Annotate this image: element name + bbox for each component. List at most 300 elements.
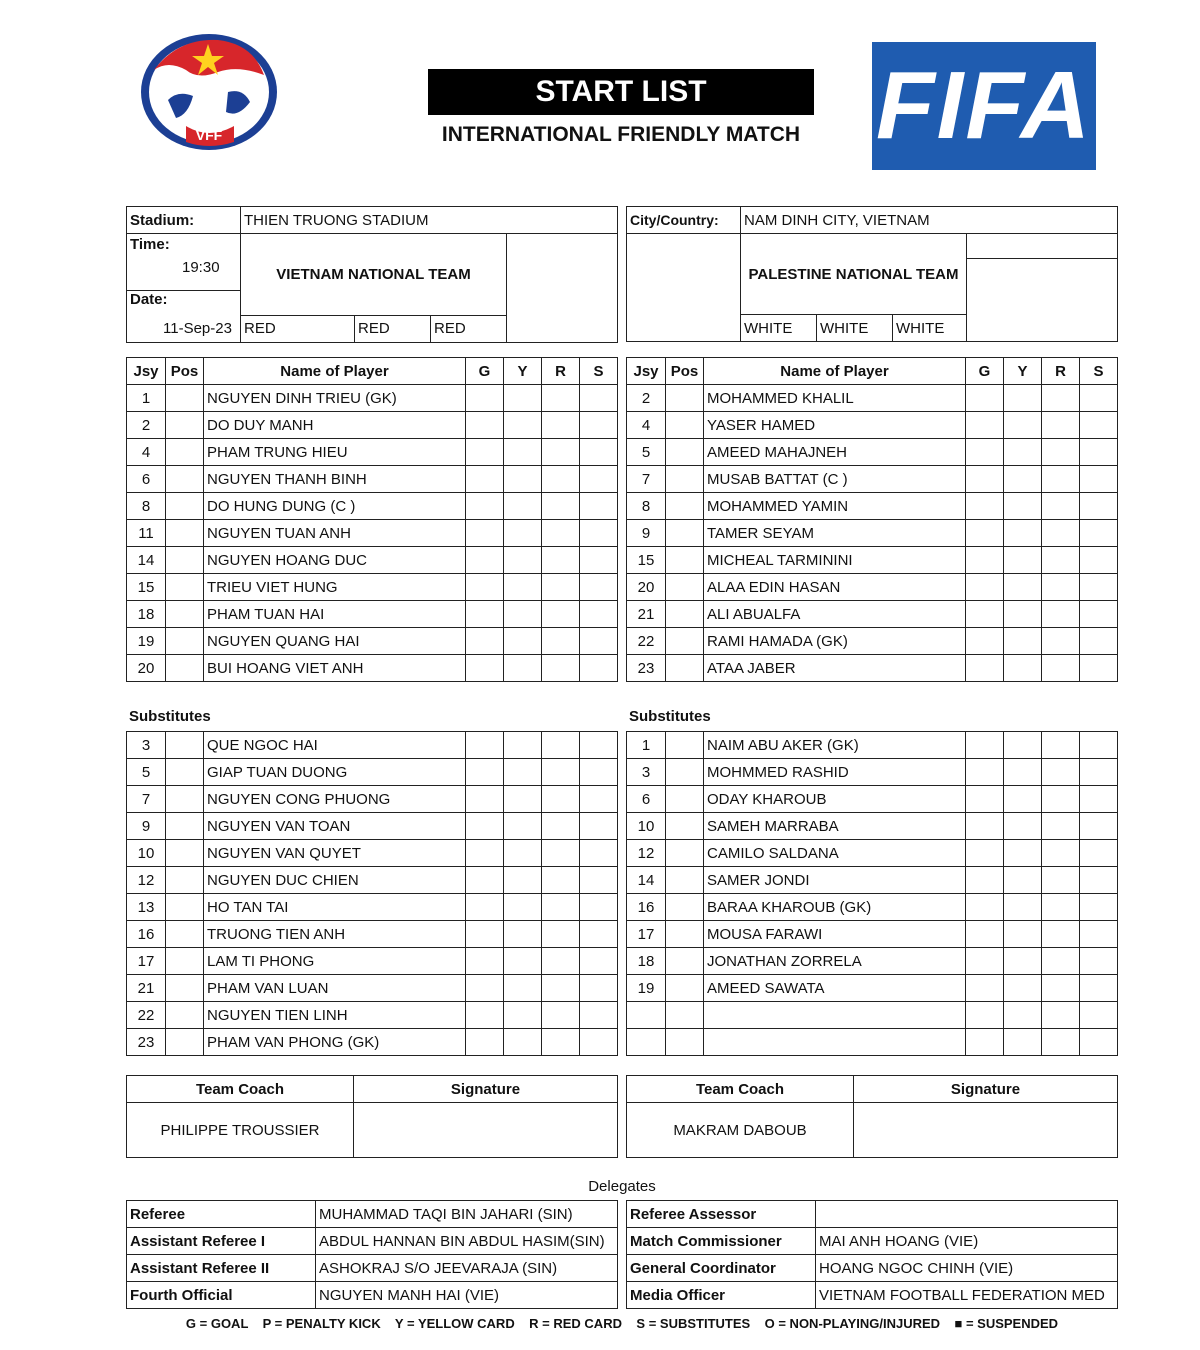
player-pos (166, 466, 204, 493)
player-row (127, 1002, 618, 1029)
sub-cell (1080, 813, 1118, 840)
away-team-name: PALESTINE NATIONAL TEAM (741, 234, 967, 315)
yellow-cell (504, 732, 542, 759)
yellow-cell (1004, 894, 1042, 921)
delegate-row (127, 1255, 618, 1282)
sub-cell (1080, 894, 1118, 921)
player-name: RAMI HAMADA (GK) (704, 628, 966, 655)
fifa-logo: FIFA (872, 42, 1096, 170)
delegate-role: Assistant Referee I (127, 1228, 316, 1255)
goal-cell (466, 466, 504, 493)
goal-cell (466, 1029, 504, 1056)
player-name: AMEED SAWATA (704, 975, 966, 1002)
goal-cell (966, 1002, 1004, 1029)
delegate-name: ABDUL HANNAN BIN ABDUL HASIM(SIN) (316, 1228, 618, 1255)
yellow-cell (1004, 547, 1042, 574)
red-cell (1042, 655, 1080, 682)
red-cell (1042, 412, 1080, 439)
player-jsy: 12 (627, 840, 666, 867)
yellow-cell (504, 547, 542, 574)
red-cell (1042, 732, 1080, 759)
player-name: HO TAN TAI (204, 894, 466, 921)
goal-cell (966, 385, 1004, 412)
player-row (627, 732, 1118, 759)
yellow-cell (504, 840, 542, 867)
player-jsy: 17 (627, 921, 666, 948)
player-name: NGUYEN VAN QUYET (204, 840, 466, 867)
player-jsy: 10 (127, 840, 166, 867)
delegate-row (127, 1228, 618, 1255)
red-cell (542, 547, 580, 574)
player-name: JONATHAN ZORRELA (704, 948, 966, 975)
city-label: City/Country: (627, 207, 741, 234)
player-row (127, 759, 618, 786)
player-name: NGUYEN CONG PHUONG (204, 786, 466, 813)
player-row (627, 894, 1118, 921)
player-name: DO HUNG DUNG (C ) (204, 493, 466, 520)
away-substitutes-label: Substitutes (629, 708, 711, 725)
goal-cell (466, 547, 504, 574)
goal-cell (966, 439, 1004, 466)
red-cell (1042, 1002, 1080, 1029)
away-kit-2: WHITE (817, 315, 893, 342)
red-cell (542, 628, 580, 655)
player-row (127, 786, 618, 813)
delegate-row (627, 1228, 1118, 1255)
yellow-cell (504, 867, 542, 894)
player-jsy: 23 (127, 1029, 166, 1056)
sub-cell (580, 975, 618, 1002)
page-subtitle: INTERNATIONAL FRIENDLY MATCH (441, 123, 801, 146)
red-cell (542, 948, 580, 975)
sub-cell (580, 840, 618, 867)
red-cell (1042, 948, 1080, 975)
sub-cell (580, 601, 618, 628)
sub-cell (580, 412, 618, 439)
player-row (627, 813, 1118, 840)
player-name: CAMILO SALDANA (704, 840, 966, 867)
red-cell (542, 520, 580, 547)
vff-logo-text: VFF (195, 127, 223, 143)
player-pos (166, 894, 204, 921)
player-name: ATAA JABER (704, 655, 966, 682)
player-name: YASER HAMED (704, 412, 966, 439)
goal-cell (966, 732, 1004, 759)
home-team-name: VIETNAM NATIONAL TEAM (241, 234, 507, 316)
player-pos (666, 547, 704, 574)
sub-cell (1080, 628, 1118, 655)
yellow-cell (504, 975, 542, 1002)
player-jsy: 21 (127, 975, 166, 1002)
player-row (627, 1029, 1118, 1056)
yellow-cell (1004, 840, 1042, 867)
yellow-cell (1004, 1029, 1042, 1056)
player-row (627, 466, 1118, 493)
player-row (127, 813, 618, 840)
player-pos (166, 813, 204, 840)
sub-cell (580, 759, 618, 786)
goal-cell (466, 813, 504, 840)
red-cell (1042, 786, 1080, 813)
goal-cell (466, 439, 504, 466)
yellow-cell (504, 1029, 542, 1056)
player-name: TAMER SEYAM (704, 520, 966, 547)
city-value: NAM DINH CITY, VIETNAM (741, 207, 1118, 234)
goal-cell (966, 574, 1004, 601)
delegate-name: MUHAMMAD TAQI BIN JAHARI (SIN) (316, 1201, 618, 1228)
player-pos (166, 520, 204, 547)
sub-cell (580, 547, 618, 574)
red-cell (1042, 439, 1080, 466)
player-pos (166, 385, 204, 412)
player-jsy: 19 (627, 975, 666, 1002)
player-jsy: 13 (127, 894, 166, 921)
player-row (627, 439, 1118, 466)
red-cell (1042, 894, 1080, 921)
player-row (127, 867, 618, 894)
player-row (127, 574, 618, 601)
player-name: MUSAB BATTAT (C ) (704, 466, 966, 493)
yellow-cell (1004, 786, 1042, 813)
player-name: ODAY KHAROUB (704, 786, 966, 813)
yellow-cell (1004, 628, 1042, 655)
yellow-cell (1004, 574, 1042, 601)
player-name: PHAM TRUNG HIEU (204, 439, 466, 466)
player-row (627, 759, 1118, 786)
red-cell (1042, 547, 1080, 574)
player-jsy: 6 (127, 466, 166, 493)
away-substitutes-table (626, 731, 1118, 1056)
delegate-name: ASHOKRAJ S/O JEEVARAJA (SIN) (316, 1255, 618, 1282)
col-s: S (1080, 358, 1118, 385)
player-jsy: 21 (627, 601, 666, 628)
red-cell (1042, 867, 1080, 894)
col-y: Y (504, 358, 542, 385)
goal-cell (466, 759, 504, 786)
red-cell (542, 385, 580, 412)
goal-cell (966, 412, 1004, 439)
player-jsy: 14 (627, 867, 666, 894)
red-cell (542, 493, 580, 520)
player-pos (666, 412, 704, 439)
sub-cell (1080, 385, 1118, 412)
sub-cell (580, 894, 618, 921)
sub-cell (580, 1002, 618, 1029)
delegates-right-table (626, 1200, 1118, 1309)
match-info-away (626, 206, 1118, 342)
sub-cell (1080, 759, 1118, 786)
player-pos (166, 840, 204, 867)
goal-cell (466, 732, 504, 759)
player-jsy: 3 (627, 759, 666, 786)
red-cell (542, 921, 580, 948)
red-cell (1042, 813, 1080, 840)
player-jsy: 20 (127, 655, 166, 682)
yellow-cell (1004, 948, 1042, 975)
home-starting-table (126, 357, 618, 682)
away-coach-name: MAKRAM DABOUB (627, 1103, 854, 1158)
sub-cell (580, 732, 618, 759)
player-pos (666, 601, 704, 628)
sub-cell (1080, 1029, 1118, 1056)
player-name (704, 1002, 966, 1029)
yellow-cell (1004, 493, 1042, 520)
yellow-cell (1004, 732, 1042, 759)
col-jsy: Jsy (127, 358, 166, 385)
player-row (127, 493, 618, 520)
goal-cell (466, 786, 504, 813)
sub-cell (1080, 786, 1118, 813)
yellow-cell (504, 655, 542, 682)
sub-cell (1080, 732, 1118, 759)
player-pos (166, 921, 204, 948)
player-row (627, 412, 1118, 439)
yellow-cell (504, 948, 542, 975)
red-cell (542, 975, 580, 1002)
yellow-cell (1004, 439, 1042, 466)
col-jsy: Jsy (627, 358, 666, 385)
col-g: G (966, 358, 1004, 385)
red-cell (542, 1002, 580, 1029)
delegate-name (816, 1201, 1118, 1228)
goal-cell (466, 840, 504, 867)
player-pos (666, 466, 704, 493)
player-pos (666, 655, 704, 682)
player-row (127, 466, 618, 493)
delegate-role: Fourth Official (127, 1282, 316, 1309)
red-cell (542, 813, 580, 840)
sub-cell (1080, 547, 1118, 574)
player-row (627, 520, 1118, 547)
yellow-cell (1004, 601, 1042, 628)
col-s: S (580, 358, 618, 385)
sub-cell (580, 948, 618, 975)
player-pos (666, 948, 704, 975)
player-pos (666, 1029, 704, 1056)
player-jsy: 8 (127, 493, 166, 520)
player-pos (166, 1029, 204, 1056)
goal-cell (466, 894, 504, 921)
away-kit-3: WHITE (893, 315, 967, 342)
red-cell (1042, 466, 1080, 493)
player-pos (666, 574, 704, 601)
col-r: R (1042, 358, 1080, 385)
red-cell (1042, 520, 1080, 547)
player-name: NGUYEN QUANG HAI (204, 628, 466, 655)
player-row (627, 1002, 1118, 1029)
player-name: PHAM VAN LUAN (204, 975, 466, 1002)
delegate-role: Referee (127, 1201, 316, 1228)
yellow-cell (504, 439, 542, 466)
player-pos (166, 574, 204, 601)
delegate-row (627, 1255, 1118, 1282)
goal-cell (966, 601, 1004, 628)
player-jsy: 7 (627, 466, 666, 493)
player-jsy: 16 (627, 894, 666, 921)
col-g: G (466, 358, 504, 385)
sub-cell (580, 628, 618, 655)
player-row (127, 439, 618, 466)
player-jsy: 12 (127, 867, 166, 894)
player-name: NGUYEN THANH BINH (204, 466, 466, 493)
goal-cell (466, 921, 504, 948)
red-cell (1042, 921, 1080, 948)
player-jsy: 17 (127, 948, 166, 975)
yellow-cell (504, 466, 542, 493)
player-jsy (627, 1029, 666, 1056)
yellow-cell (1004, 867, 1042, 894)
player-jsy: 9 (127, 813, 166, 840)
sub-cell (1080, 520, 1118, 547)
yellow-cell (1004, 921, 1042, 948)
player-row (127, 921, 618, 948)
delegate-role: Match Commissioner (627, 1228, 816, 1255)
red-cell (542, 1029, 580, 1056)
player-row (627, 655, 1118, 682)
yellow-cell (1004, 520, 1042, 547)
sub-cell (580, 574, 618, 601)
player-jsy: 1 (627, 732, 666, 759)
player-pos (166, 601, 204, 628)
yellow-cell (504, 786, 542, 813)
time-value: 19:30 (182, 259, 220, 276)
sub-cell (1080, 493, 1118, 520)
delegate-row (127, 1201, 618, 1228)
player-row (627, 385, 1118, 412)
sub-cell (580, 786, 618, 813)
home-substitutes-label: Substitutes (129, 708, 211, 725)
player-row (627, 547, 1118, 574)
player-name: DO DUY MANH (204, 412, 466, 439)
player-name: TRIEU VIET HUNG (204, 574, 466, 601)
coach-label: Team Coach (127, 1076, 354, 1103)
goal-cell (466, 574, 504, 601)
player-row (627, 628, 1118, 655)
goal-cell (466, 1002, 504, 1029)
player-name: BUI HOANG VIET ANH (204, 655, 466, 682)
sub-cell (580, 520, 618, 547)
goal-cell (966, 894, 1004, 921)
delegates-left-table (126, 1200, 618, 1309)
player-pos (166, 786, 204, 813)
player-row (127, 655, 618, 682)
red-cell (542, 466, 580, 493)
goal-cell (966, 628, 1004, 655)
sub-cell (1080, 655, 1118, 682)
player-name: GIAP TUAN DUONG (204, 759, 466, 786)
sub-cell (1080, 466, 1118, 493)
player-name: NGUYEN VAN TOAN (204, 813, 466, 840)
yellow-cell (504, 1002, 542, 1029)
delegate-role: Media Officer (627, 1282, 816, 1309)
sub-cell (580, 1029, 618, 1056)
sub-cell (1080, 867, 1118, 894)
sub-cell (580, 385, 618, 412)
red-cell (1042, 385, 1080, 412)
player-name: NGUYEN TIEN LINH (204, 1002, 466, 1029)
sub-cell (580, 493, 618, 520)
red-cell (542, 601, 580, 628)
player-name: NGUYEN DINH TRIEU (GK) (204, 385, 466, 412)
player-pos (166, 547, 204, 574)
player-pos (166, 439, 204, 466)
home-coach-name: PHILIPPE TROUSSIER (127, 1103, 354, 1158)
sub-cell (1080, 574, 1118, 601)
player-row (127, 948, 618, 975)
home-substitutes-table (126, 731, 618, 1056)
player-pos (166, 628, 204, 655)
player-name: PHAM TUAN HAI (204, 601, 466, 628)
player-pos (166, 655, 204, 682)
player-pos (666, 921, 704, 948)
away-starting-table (626, 357, 1118, 682)
yellow-cell (1004, 759, 1042, 786)
player-jsy: 1 (127, 385, 166, 412)
goal-cell (466, 412, 504, 439)
yellow-cell (1004, 813, 1042, 840)
player-name: MOHMMED RASHID (704, 759, 966, 786)
sub-cell (1080, 975, 1118, 1002)
player-name: SAMER JONDI (704, 867, 966, 894)
player-jsy: 20 (627, 574, 666, 601)
goal-cell (966, 921, 1004, 948)
player-pos (166, 948, 204, 975)
coach-label: Team Coach (627, 1076, 854, 1103)
delegate-name: NGUYEN MANH HAI (VIE) (316, 1282, 618, 1309)
player-row (627, 574, 1118, 601)
player-jsy: 16 (127, 921, 166, 948)
player-pos (666, 786, 704, 813)
goal-cell (966, 786, 1004, 813)
col-r: R (542, 358, 580, 385)
player-row (127, 894, 618, 921)
player-jsy: 10 (627, 813, 666, 840)
away-kit-1: WHITE (741, 315, 817, 342)
yellow-cell (504, 759, 542, 786)
sub-cell (1080, 921, 1118, 948)
player-row (127, 732, 618, 759)
delegate-name: VIETNAM FOOTBALL FEDERATION MED (816, 1282, 1118, 1309)
delegate-row (627, 1201, 1118, 1228)
delegate-role: Referee Assessor (627, 1201, 816, 1228)
stadium-value: THIEN TRUONG STADIUM (241, 207, 618, 234)
player-row (627, 786, 1118, 813)
player-name (704, 1029, 966, 1056)
red-cell (1042, 493, 1080, 520)
col-name: Name of Player (704, 358, 966, 385)
red-cell (542, 439, 580, 466)
player-jsy: 7 (127, 786, 166, 813)
date-label: Date: (127, 291, 241, 316)
player-pos (666, 385, 704, 412)
player-name: ALI ABUALFA (704, 601, 966, 628)
player-pos (666, 813, 704, 840)
player-name: LAM TI PHONG (204, 948, 466, 975)
player-row (627, 601, 1118, 628)
player-name: ALAA EDIN HASAN (704, 574, 966, 601)
goal-cell (466, 493, 504, 520)
col-name: Name of Player (204, 358, 466, 385)
away-coach-table (626, 1075, 1118, 1158)
red-cell (542, 867, 580, 894)
legend: G = GOAL P = PENALTY KICK Y = YELLOW CARD R = RED CARD S = SUBSTITUTES O = NON-PLAYING/INJURED ■ = SUSPENDED (185, 1316, 1059, 1331)
player-name: BARAA KHAROUB (GK) (704, 894, 966, 921)
player-name: MOHAMMED KHALIL (704, 385, 966, 412)
delegate-name: MAI ANH HOANG (VIE) (816, 1228, 1118, 1255)
col-pos: Pos (166, 358, 204, 385)
player-row (127, 412, 618, 439)
goal-cell (466, 975, 504, 1002)
